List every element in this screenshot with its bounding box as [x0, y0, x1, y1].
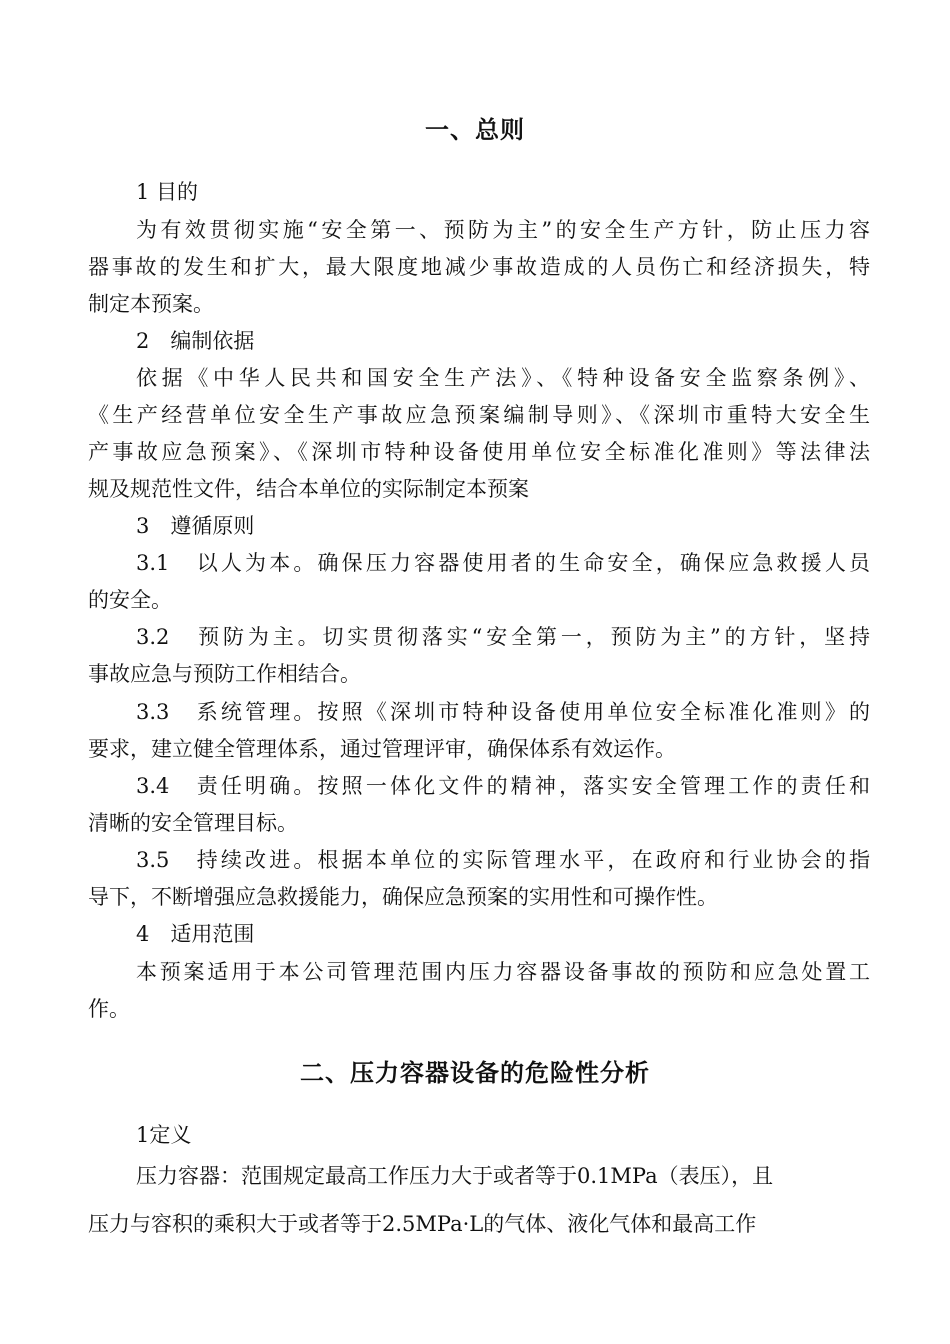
paragraph-line: 器事故的发生和扩大，最大限度地减少事故造成的人员伤亡和经济损失，特	[88, 255, 870, 279]
paragraph-line: 为有效贯彻实施“安全第一、预防为主”的安全生产方针，防止压力容	[136, 218, 870, 242]
paragraph-line: 3.4 责任明确。按照一体化文件的精神，落实安全管理工作的责任和	[136, 774, 870, 798]
section-1-title: 一、总则	[425, 116, 525, 144]
paragraph-line: 产事故应急预案》、《深圳市特种设备使用单位安全标准化准则》等法律法	[88, 440, 870, 464]
paragraph-line: 3.1 以人为本。确保压力容器使用者的生命安全，确保应急救援人员	[136, 551, 870, 575]
paragraph-line: 制定本预案。	[88, 292, 214, 316]
section-2-title: 二、压力容器设备的危险性分析	[300, 1059, 650, 1087]
paragraph-line: 压力与容积的乘积大于或者等于2.5MPa·L的气体、液化气体和最高工作	[88, 1212, 757, 1236]
paragraph-line: 的安全。	[88, 588, 172, 612]
subheading-basis: 2 编制依据	[136, 329, 255, 353]
subheading-scope: 4 适用范围	[136, 922, 255, 946]
paragraph-line: 《生产经营单位安全生产事故应急预案编制导则》、《深圳市重特大安全生	[88, 403, 870, 427]
paragraph-line: 压力容器：范围规定最高工作压力大于或者等于0.1MPa（表压），且	[136, 1164, 774, 1188]
paragraph-line: 要求，建立健全管理体系，通过管理评审，确保体系有效运作。	[88, 737, 676, 761]
paragraph-line: 清晰的安全管理目标。	[88, 811, 298, 835]
paragraph-line: 3.5 持续改进。根据本单位的实际管理水平，在政府和行业协会的指	[136, 848, 870, 872]
subheading-purpose: 1 目的	[136, 180, 199, 204]
subheading-definition: 1定义	[136, 1123, 192, 1147]
paragraph-line: 3.3 系统管理。按照《深圳市特种设备使用单位安全标准化准则》的	[136, 700, 870, 724]
paragraph-line: 规及规范性文件，结合本单位的实际制定本预案	[88, 477, 529, 501]
paragraph-line: 本预案适用于本公司管理范围内压力容器设备事故的预防和应急处置工	[136, 960, 870, 984]
paragraph-line: 事故应急与预防工作相结合。	[88, 662, 361, 686]
paragraph-line: 作。	[88, 997, 130, 1021]
paragraph-line: 依据《中华人民共和国安全生产法》、《特种设备安全监察条例》、	[136, 366, 870, 390]
subheading-principles: 3 遵循原则	[136, 514, 255, 538]
paragraph-line: 3.2 预防为主。切实贯彻落实“安全第一，预防为主”的方针，坚持	[136, 625, 870, 649]
paragraph-line: 导下，不断增强应急救援能力，确保应急预案的实用性和可操作性。	[88, 885, 718, 909]
